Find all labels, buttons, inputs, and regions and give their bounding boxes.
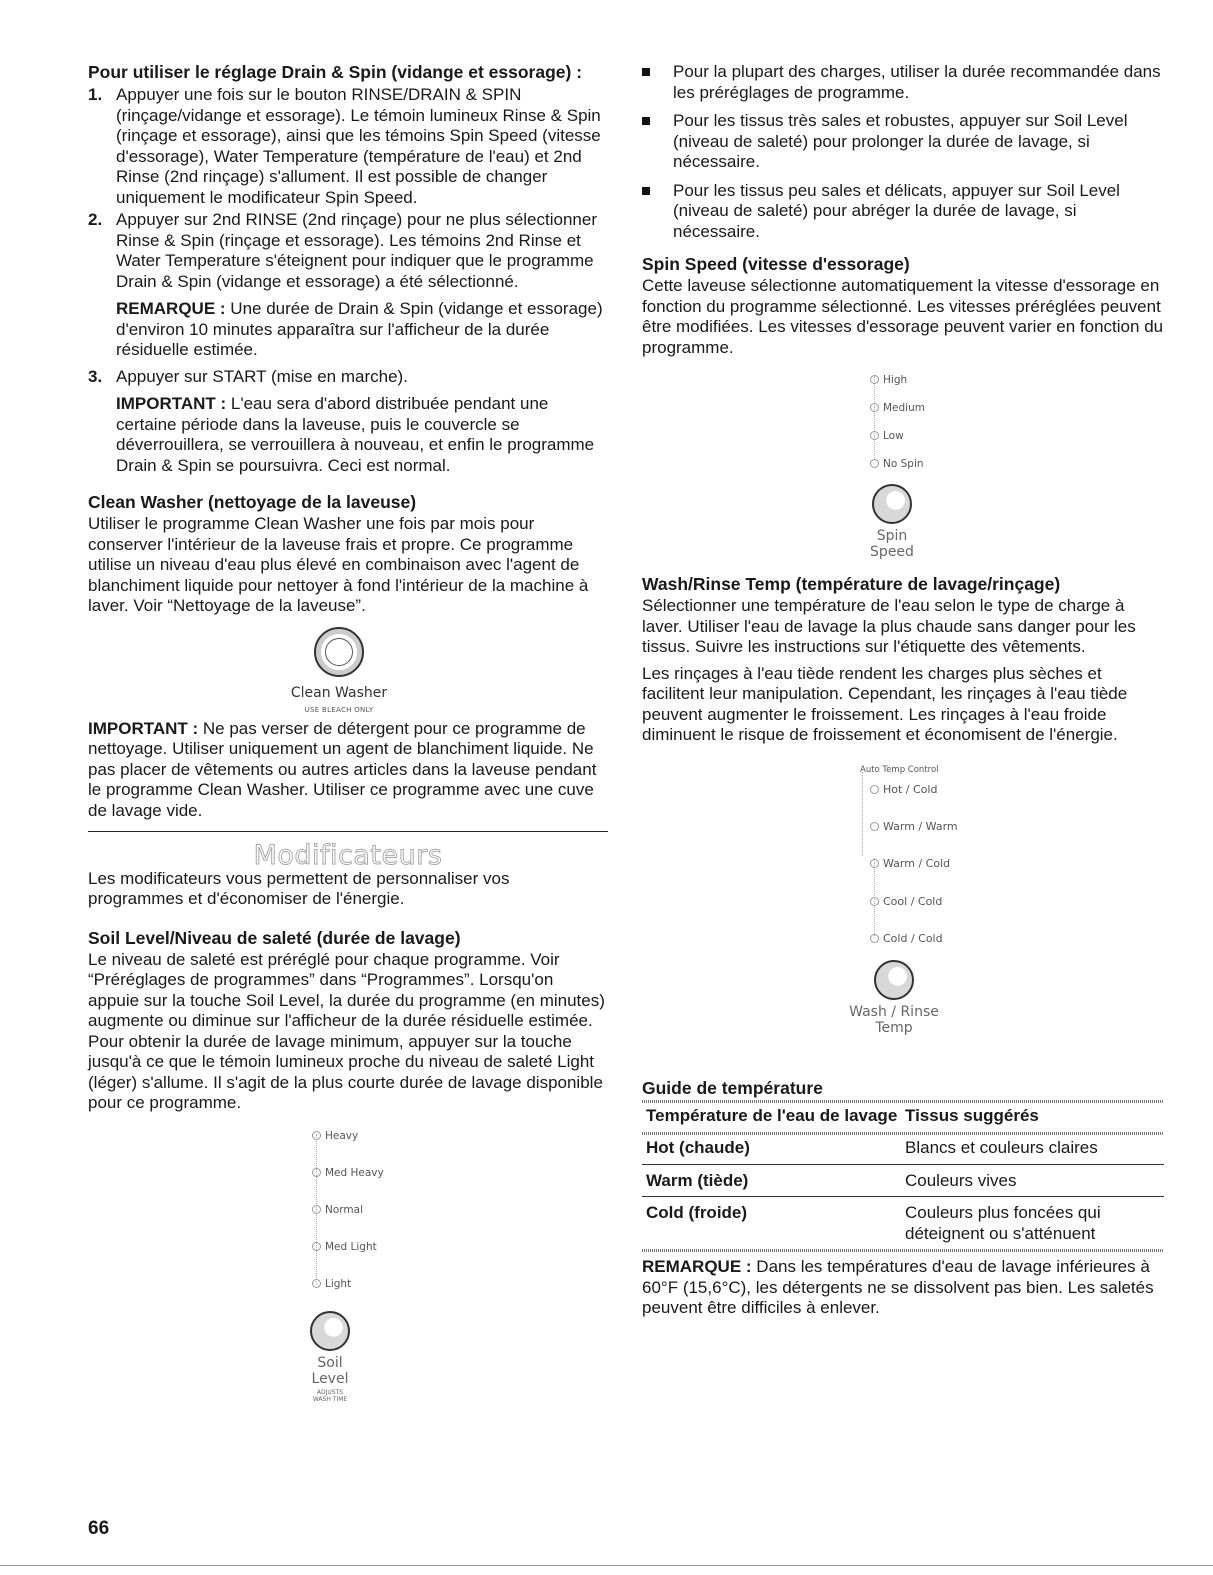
auto-temp-label: Auto Temp Control [860,764,939,775]
modifiers-intro: Les modificateurs vous permettent de personnaliser vos programmes et d'économiser de l'énergie. [88,868,510,908]
temp-option: Warm / Cold [870,854,950,875]
clean-washer-dial[interactable] [314,627,364,677]
spin-speed-label: Spin Speed [870,528,914,560]
column-header: Tissus suggérés [905,1105,1039,1125]
left-column [88,62,608,1426]
bullet-item: Pour la plupart des charges, utiliser la durée recommandée dans les préréglages de programme. [642,62,1164,103]
clean-washer-control [88,627,608,727]
table-bottom-rule [642,1249,1164,1252]
page-number: 66 [88,1518,110,1539]
clean-washer-important: IMPORTANT : Ne pas verser de détergent pour ce programme de nettoyage. Utiliser uniquement un agent de blanchiment liquide. Ne pas placer de vêtements ou autres articles dans la laveuse pendant le programme Clean Washer. Utiliser ce programme avec une cuve de lavage vide. [88,718,597,820]
page-bottom-rule [0,1565,1213,1566]
wash-rinse-heading: Wash/Rinse Temp (température de lavage/rinçage) [642,574,1061,594]
soil-level-option: Med Heavy [312,1163,384,1184]
soil-level-option: Normal [312,1200,363,1221]
spin-speed-option: High [870,370,907,391]
soil-level-option: Light [312,1274,351,1295]
clean-washer-sublabel: USE BLEACH ONLY [304,705,374,714]
soil-level-dial[interactable] [310,1311,350,1351]
spin-speed-body: Cette laveuse sélectionne automatiquement la vitesse d'essorage en fonction du programme sélectionné. Les vitesses préréglées peuvent être modifiées. Les vitesses d'essorage peuvent varier en fonction du programme. [642,276,1164,357]
wash-rinse-body-2: Les rinçages à l'eau tiède rendent les charges plus sèches et facilitent leur manipulation. Cependant, les rinçages à l'eau tiède peuvent augmenter le froissement. Les rinçages à l'eau froide diminuent le risque de froissement et économisent de l'énergie. [642,663,1128,744]
right-column [642,62,1164,1319]
soil-level-sublabel: ADJUSTS WASH TIME [312,1388,348,1403]
temp-guide-note: REMARQUE : Dans les températures d'eau de lavage inférieures à 60°F (15,6°C), les détergents ne se dissolvent pas bien. Les saletés peuvent être difficiles à enlever. [642,1257,1154,1317]
soil-level-control [88,1126,608,1426]
section-divider [88,831,608,832]
step-text: Appuyer sur START (mise en marche). [116,366,408,386]
drain-spin-steps [88,85,608,476]
soil-level-heading: Soil Level/Niveau de saleté (durée de lavage) [88,927,461,948]
step-note: IMPORTANT : L'eau sera d'abord distribuée pendant une certaine période dans la laveuse, puis le couvercle se déverrouillera, se verrouillera à nouveau, et enfin le programme Drain & Spin se poursuivra. Ceci est normal. [116,394,595,475]
clean-washer-body: Utiliser le programme Clean Washer une fois par mois pour conserver l'intérieur de la laveuse frais et propre. Ce programme utilise un niveau d'eau plus élevé en combinaison avec l'agent de blanchiment liquide pour nettoyer à fond l'intérieur de la machine à laver. Voir “Nettoyage de la laveuse”. [88,514,589,615]
temp-option: Hot / Cold [870,780,937,801]
step-item: 3. Appuyer sur START (mise en marche). IMPORTANT : L'eau sera d'abord distribuée pendant une certaine période dans la laveuse, puis le couvercle se déverrouillera, se verrouillera à nouveau, et enfin le programme Drain & Spin se poursuivra. Ceci est normal. [88,367,608,477]
spin-speed-option: No Spin [870,454,924,475]
spin-speed-option: Medium [870,398,925,419]
table-row: Hot (chaude) Blancs et couleurs claires [642,1135,1164,1164]
spin-speed-heading: Spin Speed (vitesse d'essorage) [642,254,910,274]
table-row: Cold (froide) Couleurs plus foncées qui déteignent ou s'atténuent [646,1203,1101,1243]
table-header-row [642,1103,1164,1133]
step-text: Appuyer sur 2nd RINSE (2nd rinçage) pour ne plus sélectionner Rinse & Spin (rinçage et essorage). Les témoins 2nd Rinse et Water Temperature s'éteignent pour indiquer que le programme Drain & Spin (vidange et essorage) a été sélectionné. [116,210,597,291]
soil-level-option: Med Light [312,1237,377,1258]
wash-rinse-control [642,760,1164,1078]
wash-rinse-body-1: Sélectionner une température de l'eau selon le type de charge à laver. Utiliser l'eau de lavage la plus chaude sans danger pour les tissus. Suivre les instructions sur l'étiquette des vêtements. [642,596,1136,656]
soil-level-option: Heavy [312,1126,358,1147]
modifiers-title: Modificateurs [253,840,443,871]
wash-rinse-label: Wash / Rinse Temp [849,1003,939,1036]
soil-level-body: Le niveau de saleté est préréglé pour chaque programme. Voir “Préréglages de programmes” dans “Programmes”. Lorsqu'on appuie sur la touche Soil Level, la durée du programme (en minutes) augmente ou diminue sur l'afficheur de la durée résiduelle estimée. Pour obtenir la durée de lavage minimum, appuyer sur la touche jusqu'à ce que le témoin lumineux proche du niveau de saleté Light (léger) s'allume. Il s'agit de la plus courte durée de lavage disponible pour ce programme. [88,949,605,1112]
clean-washer-heading: Clean Washer (nettoyage de la laveuse) [88,492,417,512]
soil-level-label: Soil Level [311,1354,349,1387]
column-header: Température de l'eau de lavage [646,1105,898,1125]
temp-guide-table [642,1103,1164,1250]
step-item: 1. Appuyer une fois sur le bouton RINSE/DRAIN & SPIN (rinçage/vidange et essorage). Le témoin lumineux Rinse & Spin (rinçage et essorage), ainsi que les témoins Spin Speed (vitesse d'essorage), Water Temperature (température de l'eau) et 2nd Rinse (2nd rinçage) s'allument. Il est possible de changer uniquement le modificateur Spin Speed. [88,85,608,208]
spin-speed-control [642,368,1164,578]
soil-level-bullets [642,62,1164,242]
bullet-item: Pour les tissus peu sales et délicats, appuyer sur Soil Level (niveau de saleté) pour abréger la durée de lavage, si nécessaire. [642,181,1164,243]
step-note: REMARQUE : Une durée de Drain & Spin (vidange et essorage) d'environ 10 minutes apparaîtra sur l'afficheur de la durée résiduelle estimée. [116,299,603,359]
clean-washer-label: Clean Washer [290,684,388,701]
bullet-item: Pour les tissus très sales et robustes, appuyer sur Soil Level (niveau de saleté) pour prolonger la durée de lavage, si nécessaire. [642,111,1164,173]
spin-speed-dial[interactable] [872,484,912,524]
drain-spin-heading: Pour utiliser le réglage Drain & Spin (vidange et essorage) : [88,62,583,82]
wash-rinse-dial[interactable] [874,960,914,1000]
table-row: Warm (tiède) Couleurs vives [642,1164,1164,1197]
spin-speed-option: Low [870,426,904,447]
temp-guide-heading: Guide de température [642,1077,823,1098]
temp-option: Cold / Cold [870,929,943,950]
temp-option: Cool / Cold [870,892,942,913]
step-item: 2. Appuyer sur 2nd RINSE (2nd rinçage) pour ne plus sélectionner Rinse & Spin (rinçage et essorage). Les témoins 2nd Rinse et Water Temperature s'éteignent pour indiquer que le programme Drain & Spin (vidange et essorage) a été sélectionné. REMARQUE : Une durée de Drain & Spin (vidange et essorage) d'environ 10 minutes apparaîtra sur l'afficheur de la durée résiduelle estimée. [88,210,608,361]
temp-option: Warm / Warm [870,817,958,838]
step-text: Appuyer une fois sur le bouton RINSE/DRAIN & SPIN (rinçage/vidange et essorage). Le témoin lumineux Rinse & Spin (rinçage et essorage), ainsi que les témoins Spin Speed (vitesse d'essorage), Water Temperature (température de l'eau) et 2nd Rinse (2nd rinçage) s'allument. Il est possible de changer uniquement le modificateur Spin Speed. [116,85,601,207]
